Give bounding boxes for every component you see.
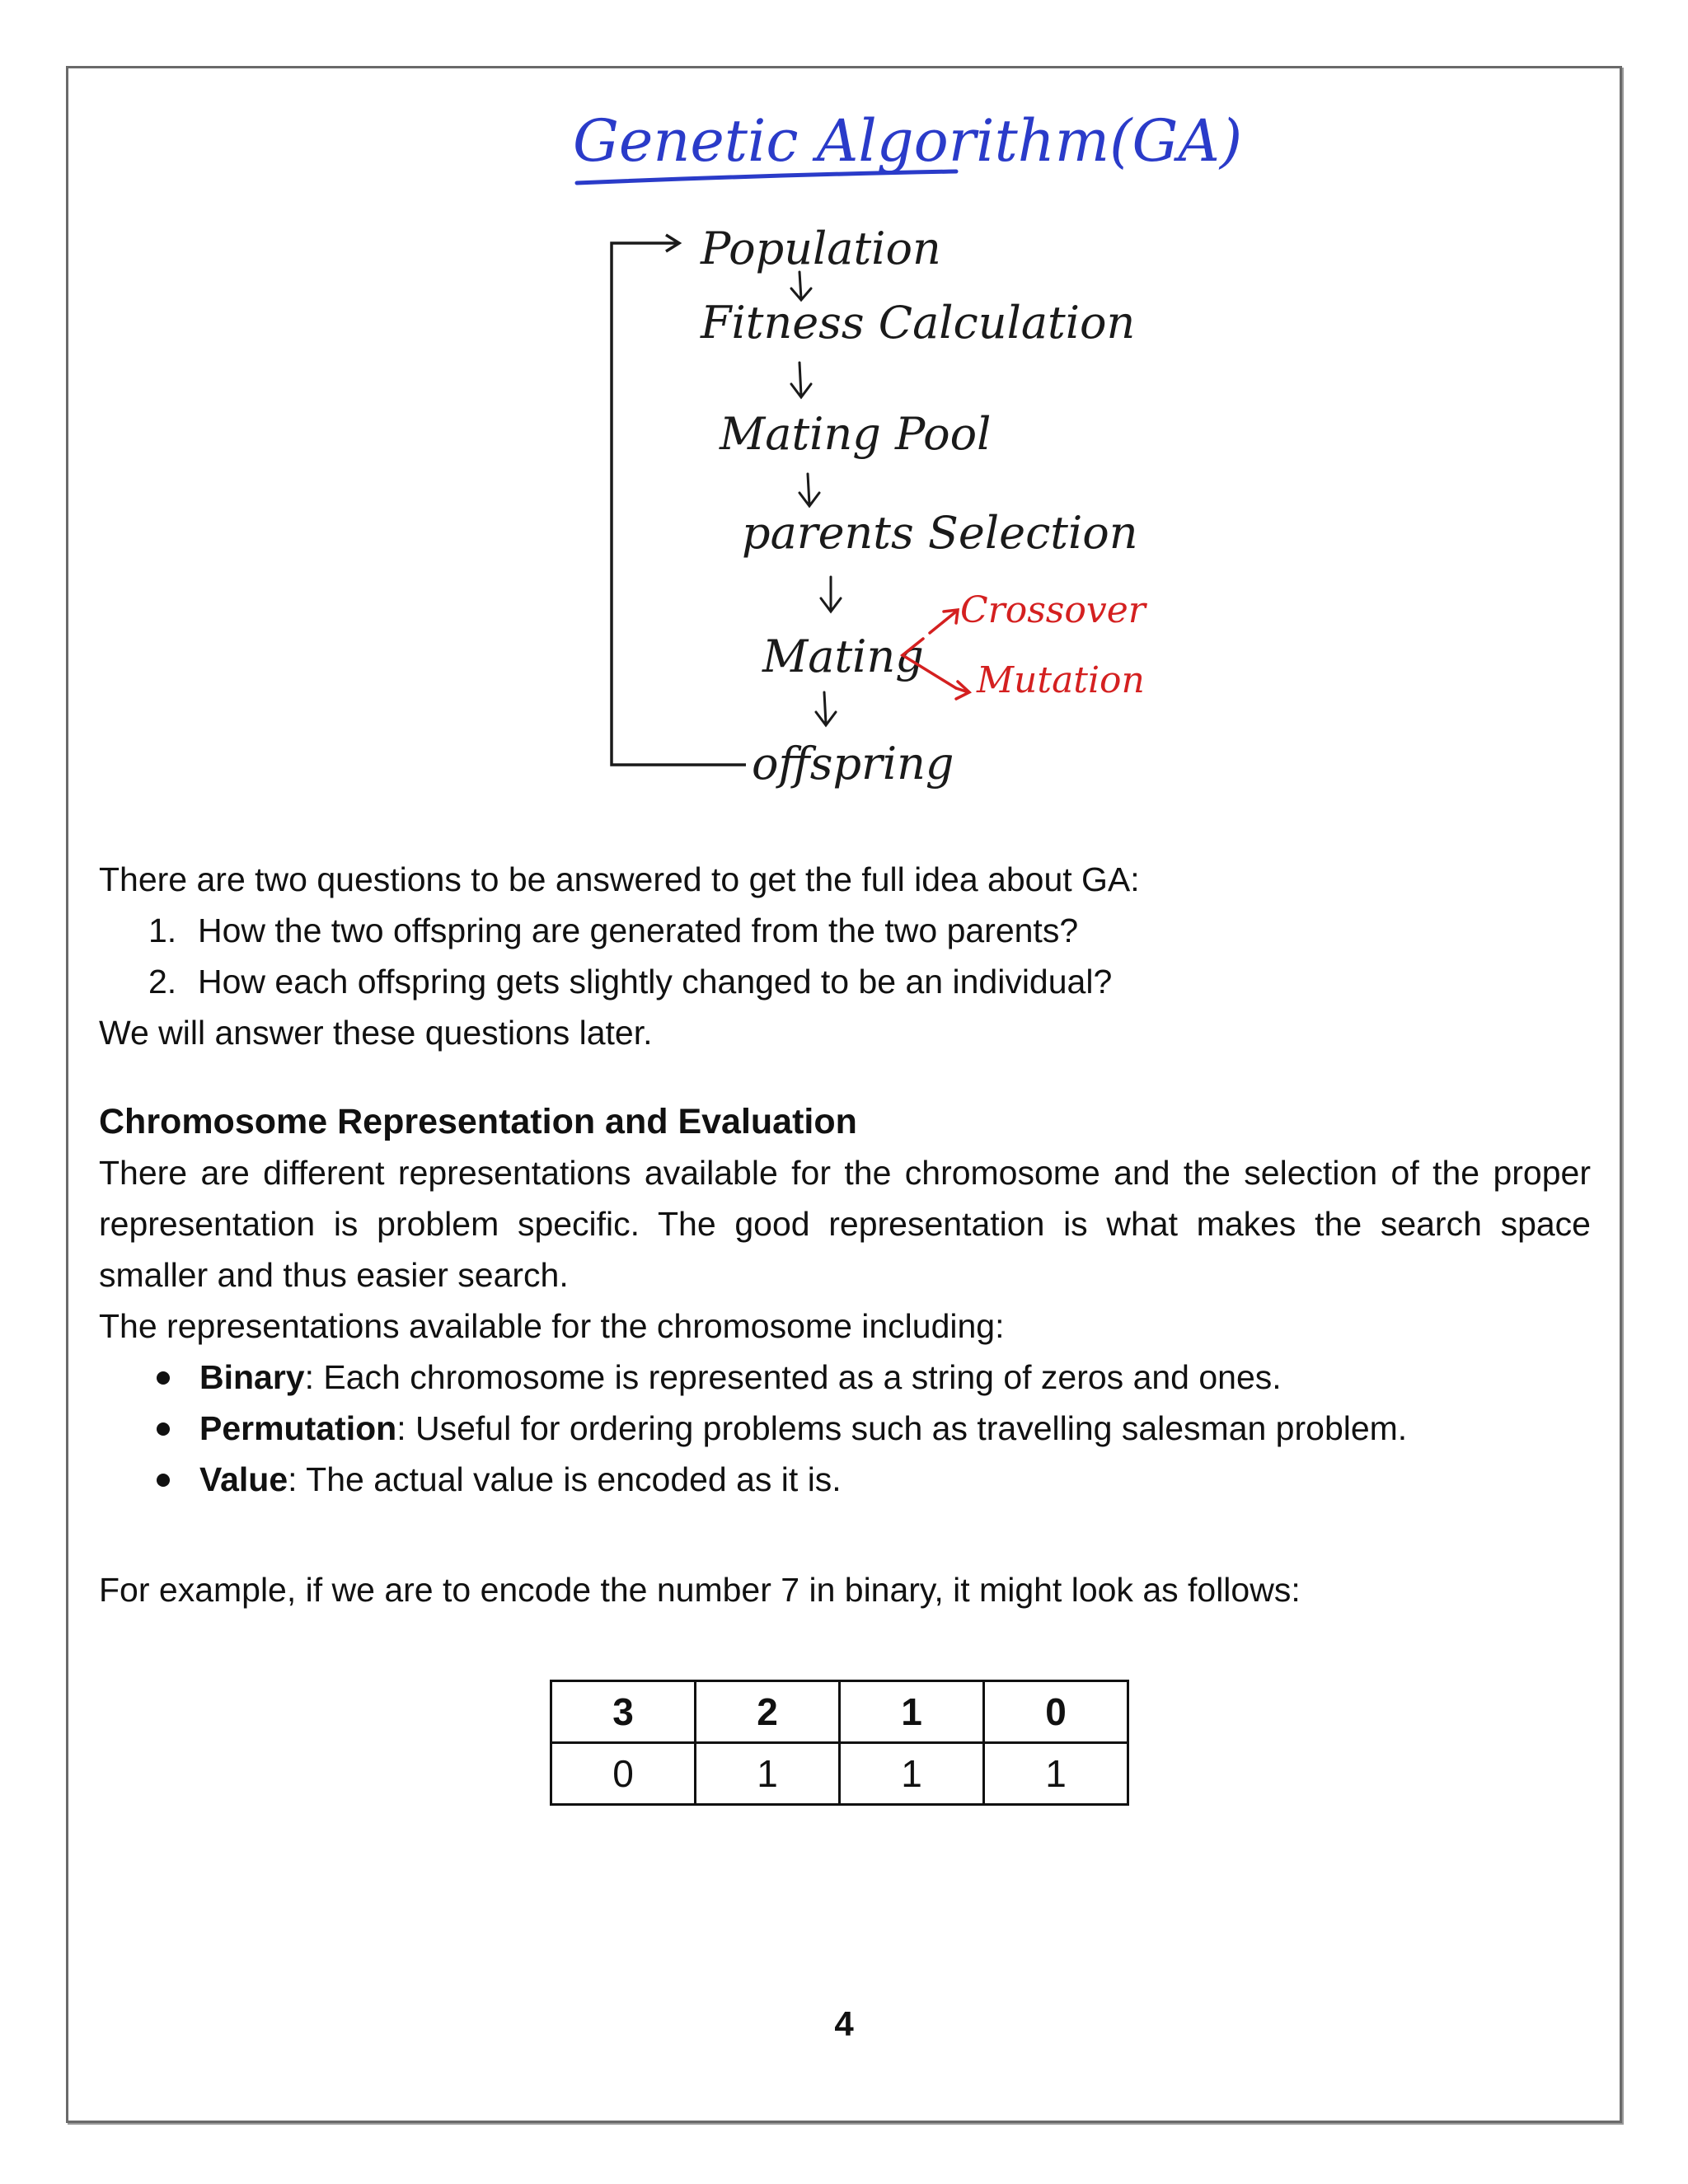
list-item bbox=[99, 1454, 1591, 1505]
intro-line: There are two questions to be answered to get the full idea about GA: bbox=[99, 860, 1140, 898]
question-number: 2. bbox=[148, 963, 177, 1001]
bullet-term: Value bbox=[199, 1460, 288, 1498]
bullet-icon bbox=[157, 1422, 170, 1436]
table-header-cell: 1 bbox=[840, 1681, 984, 1743]
example-line-block bbox=[99, 1564, 1591, 1615]
section-paragraph: There are different representations available for the chromosome and the selection of the proper representation is problem specific. The good representation is what makes the search space smaller and thus easier search. bbox=[99, 1154, 1591, 1294]
chromosome-section bbox=[99, 1096, 1591, 1505]
table-row bbox=[551, 1743, 1128, 1805]
bullet-term: Binary bbox=[199, 1358, 305, 1396]
genetic-algorithm-diagram bbox=[0, 0, 1688, 824]
table-cell: 1 bbox=[696, 1743, 840, 1805]
down-arrow-icon bbox=[821, 577, 841, 612]
step-population: Population bbox=[701, 223, 941, 274]
bullet-text: : Useful for ordering problems such as travelling salesman problem. bbox=[396, 1409, 1408, 1447]
bullet-text: : The actual value is encoded as it is. bbox=[288, 1460, 842, 1498]
bullet-term: Permutation bbox=[199, 1409, 397, 1447]
down-arrow-icon bbox=[799, 474, 819, 506]
question-text: How the two offspring are generated from the two parents? bbox=[198, 912, 1079, 949]
list-item bbox=[99, 1352, 1591, 1403]
binary-table bbox=[550, 1680, 1129, 1806]
down-arrow-icon bbox=[816, 692, 836, 725]
bullet-icon bbox=[157, 1474, 170, 1487]
table-cell: 1 bbox=[984, 1743, 1128, 1805]
step-offspring: offspring bbox=[752, 738, 954, 790]
question-item bbox=[99, 956, 1591, 1007]
table-cell: 0 bbox=[551, 1743, 696, 1805]
question-number: 1. bbox=[148, 912, 177, 949]
down-arrow-icon bbox=[791, 363, 811, 397]
section-lead: The representations available for the chromosome including: bbox=[99, 1307, 1005, 1345]
question-text: How each offspring gets slightly changed to be an individual? bbox=[198, 963, 1113, 1001]
intro-closing: We will answer these questions later. bbox=[99, 1014, 653, 1052]
step-parents-selection: parents Selection bbox=[742, 507, 1138, 559]
step-mating: Mating bbox=[762, 630, 924, 682]
step-mating-pool: Mating Pool bbox=[720, 408, 992, 460]
step-fitness-calculation: Fitness Calculation bbox=[701, 297, 1136, 349]
table-header-cell: 0 bbox=[984, 1681, 1128, 1743]
list-item bbox=[99, 1403, 1591, 1454]
table-header-row bbox=[551, 1681, 1128, 1743]
page-number: 4 bbox=[834, 2004, 854, 2043]
down-arrow-icon bbox=[791, 272, 811, 300]
bullet-text: : Each chromosome is represented as a string of zeros and ones. bbox=[304, 1358, 1282, 1396]
question-item bbox=[99, 905, 1591, 956]
bullet-icon bbox=[157, 1371, 170, 1385]
intro-section bbox=[99, 854, 1591, 1058]
branch-crossover: Crossover bbox=[960, 589, 1146, 631]
table-header-cell: 3 bbox=[551, 1681, 696, 1743]
example-line: For example, if we are to encode the number 7 in binary, it might look as follows: bbox=[99, 1571, 1301, 1609]
diagram-title: Genetic Algorithm(GA) bbox=[573, 107, 1243, 175]
section-heading: Chromosome Representation and Evaluation bbox=[99, 1102, 857, 1141]
table-header-cell: 2 bbox=[696, 1681, 840, 1743]
table-cell: 1 bbox=[840, 1743, 984, 1805]
branch-mutation: Mutation bbox=[977, 659, 1145, 701]
